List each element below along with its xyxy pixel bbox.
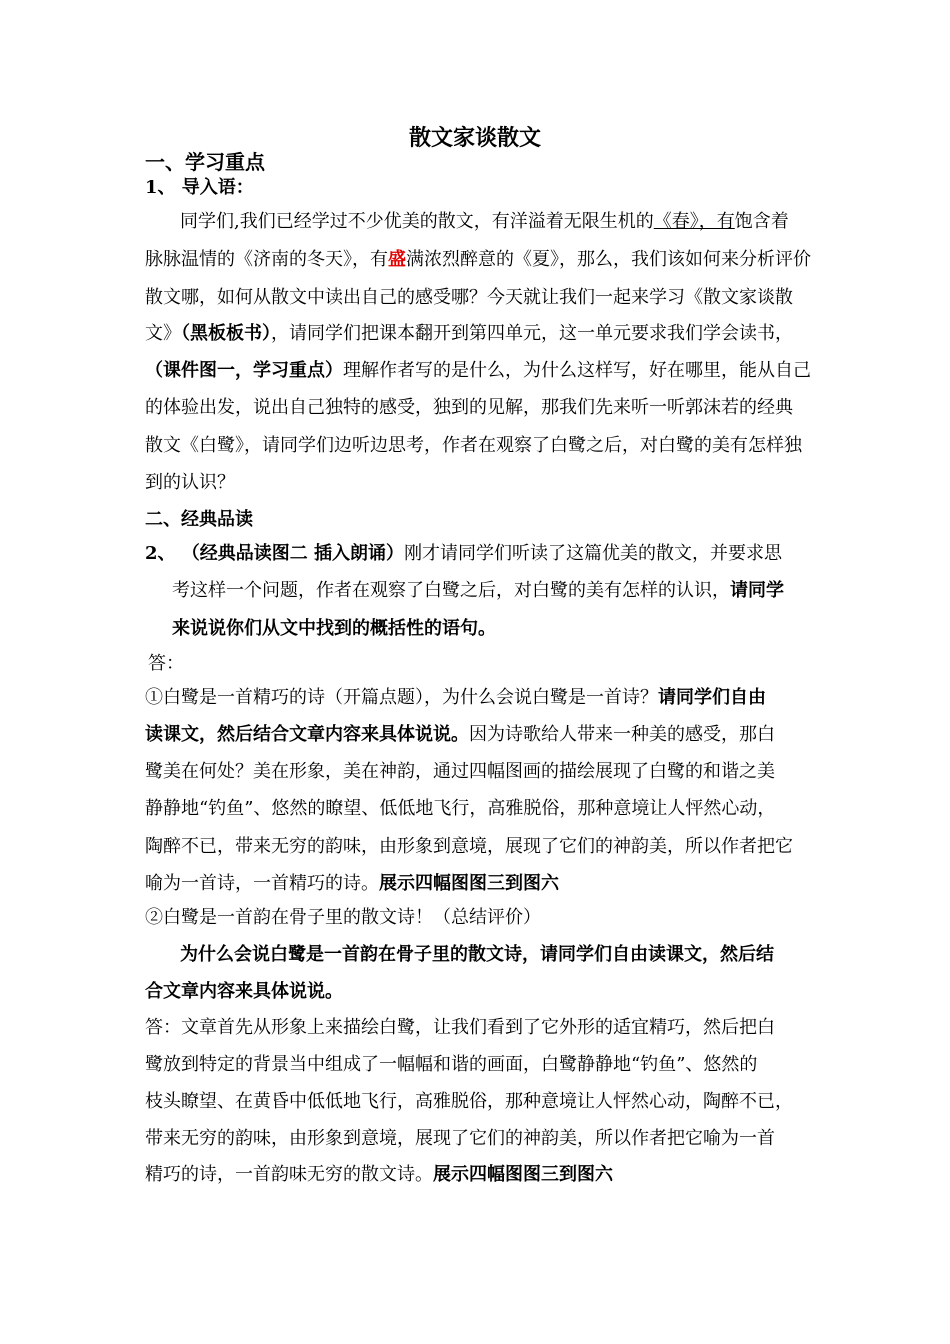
answer2-line-7: 带来无穷的韵味，由形象到意境，展现了它们的神韵美，所以作者把它喻为一首 <box>145 1128 775 1149</box>
intro-line-7: 散文《白鹭》，请同学们边听边思考，作者在观察了白鹭之后，对白鹭的美有怎样独 <box>145 435 802 456</box>
section-heading-classic-reading: 二、经典品读 <box>145 509 253 530</box>
intro-line-2 <box>145 248 811 272</box>
text-run: 满浓烈醉意的《夏》，那么，我们该如何来分析评价 <box>406 249 811 270</box>
answer-label: 答： <box>148 653 184 674</box>
answer1-line-2 <box>145 723 775 747</box>
answer2-line-8 <box>145 1163 613 1187</box>
text-run: 刚才请同学们听读了这篇优美的散文，并要求思 <box>404 543 783 564</box>
intro-line-1 <box>180 210 789 234</box>
answer2-line-1: ②白鹭是一首韵在骨子里的散文诗！（总结评价） <box>145 907 541 928</box>
bold-note: 2、 （经典品读图二 插入朗诵） <box>145 543 405 564</box>
answer2-line-4: 答：文章首先从形象上来描绘白鹭，让我们看到了它外形的适宜精巧，然后把白 <box>145 1017 775 1038</box>
bold-note: （课件图一，学习重点） <box>145 360 343 381</box>
answer1-line-5: 陶醉不已，带来无穷的韵味，由形象到意境，展现了它们的神韵美，所以作者把它 <box>145 836 793 857</box>
bold-note: 展示四幅图图三到图六 <box>433 1164 613 1185</box>
answer1-line-1 <box>145 686 766 710</box>
document-title: 散文家谈散文 <box>408 125 541 151</box>
item2-line-1 <box>145 542 782 566</box>
answer1-line-3: 鹭美在何处？美在形象，美在神韵，通过四幅图画的描绘展现了白鹭的和谐之美 <box>145 761 775 782</box>
bold-note: 读课文，然后结合文章内容来具体说说。 <box>145 724 469 745</box>
text-run: 因为诗歌给人带来一种美的感受，那白 <box>469 724 775 745</box>
bold-note: 展示四幅图图三到图六 <box>379 873 559 894</box>
section-heading-study-focus: 一、学习重点 <box>145 150 265 174</box>
underlined-text: 《春》，有 <box>653 211 735 232</box>
text-run: 同学们,我们已经学过不少优美的散文，有洋溢着无限生机的 <box>180 211 654 232</box>
red-highlight-char: 盛 <box>388 249 406 270</box>
text-run: 饱含着 <box>734 211 789 232</box>
bold-note: 请同学 <box>730 580 784 601</box>
text-run: 精巧的诗，一首韵味无穷的散文诗。 <box>145 1164 433 1185</box>
intro-line-3: 散文哪，如何从散文中读出自己的感受哪？今天就让我们一起来学习《散文家谈散 <box>145 287 793 308</box>
intro-line-4 <box>145 322 793 346</box>
answer2-line-6: 枝头瞭望、在黄昏中低低地飞行，高雅脱俗，那种意境让人怦然心动，陶醉不已， <box>145 1091 793 1112</box>
text-run: 考这样一个问题，作者在观察了白鹭之后，对白鹭的美有怎样的认识， <box>172 580 730 601</box>
item2-line-2 <box>172 579 784 603</box>
bold-note: （黑板板书） <box>181 323 271 344</box>
text-run: 脉脉温情的《济南的冬天》，有 <box>145 249 388 270</box>
answer2-line-5: 鹭放到特定的背景当中组成了一幅幅和谐的画面，白鹭静静地“钓鱼”、悠然的 <box>145 1054 758 1075</box>
intro-line-8: 到的认识？ <box>145 472 235 493</box>
answer2-line-2: 为什么会说白鹭是一首韵在骨子里的散文诗，请同学们自由读课文，然后结 <box>180 944 774 965</box>
text-run: 文》 <box>145 323 181 344</box>
item-heading-intro: 1、 导入语： <box>145 177 254 198</box>
text-run: ，请同学们把课本翻开到第四单元，这一单元要求我们学会读书， <box>271 323 793 344</box>
text-run: 喻为一首诗，一首精巧的诗。 <box>145 873 379 894</box>
answer2-line-3: 合文章内容来具体说说。 <box>145 981 343 1002</box>
item2-line-3: 来说说你们从文中找到的概括性的语句。 <box>172 618 496 639</box>
answer1-line-6 <box>145 872 559 896</box>
intro-line-6: 的体验出发，说出自己独特的感受，独到的见解，那我们先来听一听郭沫若的经典 <box>145 397 793 418</box>
bold-note: 请同学们自由 <box>658 687 766 708</box>
text-run: 理解作者写的是什么，为什么这样写，好在哪里，能从自己 <box>343 360 811 381</box>
text-run: ①白鹭是一首精巧的诗（开篇点题），为什么会说白鹭是一首诗？ <box>145 687 658 708</box>
answer1-line-4: 静静地“钓鱼”、悠然的瞭望、低低地飞行，高雅脱俗，那种意境让人怦然心动， <box>145 798 776 819</box>
intro-line-5 <box>145 359 811 383</box>
